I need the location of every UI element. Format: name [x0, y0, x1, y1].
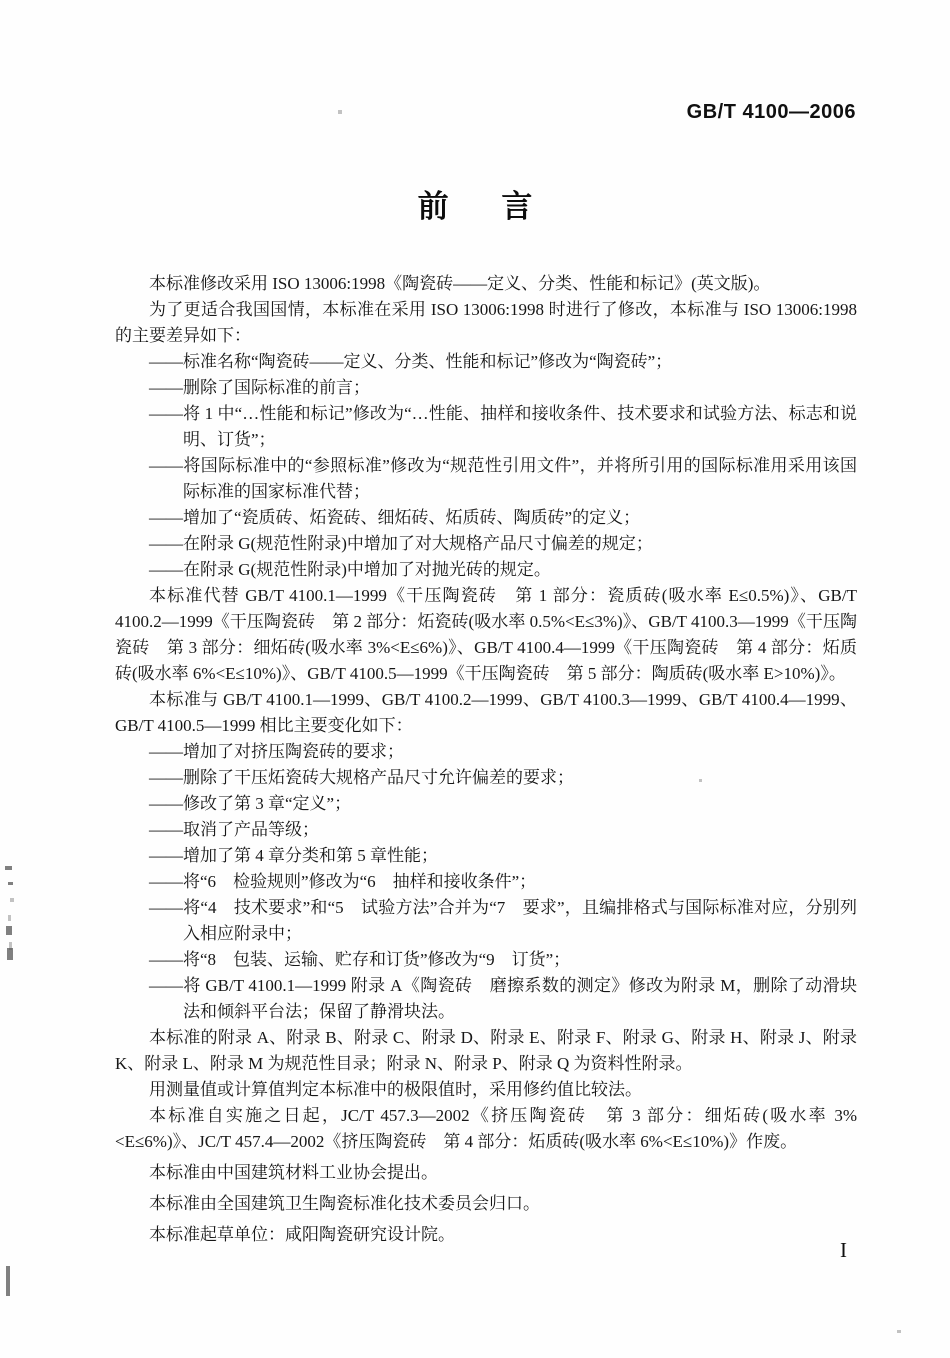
scan-edge-mark — [10, 898, 14, 902]
scan-edge-mark — [7, 948, 13, 960]
paragraph: 本标准由中国建筑材料工业协会提出。 — [149, 1163, 438, 1182]
list-item: ——将 1 中“…性能和标记”修改为“…性能、抽样和接收条件、技术要求和试验方法、标志和说明、订货”； — [149, 404, 857, 449]
paragraph: 本标准与 GB/T 4100.1—1999、GB/T 4100.2—1999、GB/T 4100.3—1999、GB/T 4100.4—1999、GB/T 4100.5—1999 相比主要变化如下： — [115, 690, 857, 735]
list-item: ——删除了国际标准的前言； — [149, 378, 370, 397]
list-item: ——取消了产品等级； — [149, 820, 319, 839]
scan-speck — [699, 779, 702, 782]
paragraph: 本标准修改采用 ISO 13006:1998《陶瓷砖——定义、分类、性能和标记》(英文版)。 — [149, 274, 771, 293]
paragraph: 本标准由全国建筑卫生陶瓷标准化技术委员会归口。 — [149, 1194, 540, 1213]
list-item: ——标准名称“陶瓷砖——定义、分类、性能和标记”修改为“陶瓷砖”； — [149, 352, 673, 371]
paragraph: 本标准的附录 A、附录 B、附录 C、附录 D、附录 E、附录 F、附录 G、附录 H、附录 J、附录 K、附录 L、附录 M 为规范性目录；附录 N、附录 P、附录 Q 为资料性附录。 — [115, 1028, 857, 1073]
list-item: ——增加了第 4 章分类和第 5 章性能； — [149, 846, 438, 865]
scan-speck — [338, 110, 342, 114]
list-item: ——将“4 技术要求”和“5 试验方法”合并为“7 要求”，且编排格式与国际标准对应，分别列入相应附录中； — [149, 898, 857, 943]
list-item: ——在附录 G(规范性附录)中增加了对大规格产品尺寸偏差的规定； — [149, 534, 653, 553]
list-item: ——增加了“瓷质砖、炻瓷砖、细炻砖、炻质砖、陶质砖”的定义； — [149, 508, 641, 527]
document-body — [115, 271, 857, 1248]
scan-edge-mark — [8, 915, 11, 921]
list-item: ——修改了第 3 章“定义”； — [149, 794, 352, 813]
scan-edge-mark — [8, 882, 13, 885]
paragraph: 本标准代替 GB/T 4100.1—1999《干压陶瓷砖 第 1 部分：瓷质砖(吸水率 E≤0.5%)》、GB/T 4100.2—1999《干压陶瓷砖 第 2 部分：炻瓷砖(吸水率 0.5%<E≤3%)》、GB/T 4100.3—1999《干压陶瓷砖 第 3 部分：细炻砖(吸水率 3%<E≤6%)》、GB/T 4100.4—1999《干压陶瓷砖 第 4 部分：炻质砖(吸水率 6%<E≤10%)》、GB/T 4100.5—1999《干压陶瓷砖 第 5 部分：陶质砖(吸水率 E>10%)》。 — [115, 586, 857, 683]
scan-edge-line — [6, 1266, 10, 1296]
page-number: I — [840, 1238, 847, 1262]
list-item: ——将“8 包装、运输、贮存和订货”修改为“9 订货”； — [149, 950, 571, 969]
list-item: ——在附录 G(规范性附录)中增加了对抛光砖的规定。 — [149, 560, 551, 579]
list-item: ——将“6 检验规则”修改为“6 抽样和接收条件”； — [149, 872, 537, 891]
scan-speck — [897, 1330, 901, 1333]
list-item: ——增加了对挤压陶瓷砖的要求； — [149, 742, 404, 761]
paragraph: 为了更适合我国国情，本标准在采用 ISO 13006:1998 时进行了修改，本标准与 ISO 13006:1998 的主要差异如下： — [115, 300, 857, 345]
paragraph: 用测量值或计算值判定本标准中的极限值时，采用修约值比较法。 — [149, 1080, 642, 1099]
standard-code: GB/T 4100—2006 — [686, 101, 856, 123]
scan-edge-mark — [6, 926, 12, 935]
page-title: 前 言 — [417, 189, 544, 224]
paragraph: 本标准起草单位：咸阳陶瓷研究设计院。 — [149, 1225, 455, 1244]
paragraph: 本标准自实施之日起，JC/T 457.3—2002《挤压陶瓷砖 第 3 部分：细炻砖(吸水率 3%<E≤6%)》、JC/T 457.4—2002《挤压陶瓷砖 第 4 部分：炻质砖(吸水率 6%<E≤10%)》作废。 — [115, 1106, 857, 1151]
list-item: ——将国际标准中的“参照标准”修改为“规范性引用文件”，并将所引用的国际标准用采用该国际标准的国家标准代替； — [149, 456, 857, 501]
list-item: ——将 GB/T 4100.1—1999 附录 A《陶瓷砖 磨擦系数的测定》修改为附录 M，删除了动滑块法和倾斜平台法；保留了静滑块法。 — [149, 976, 857, 1021]
list-item: ——删除了干压炻瓷砖大规格产品尺寸允许偏差的要求； — [149, 768, 574, 787]
scan-edge-mark — [5, 866, 12, 870]
